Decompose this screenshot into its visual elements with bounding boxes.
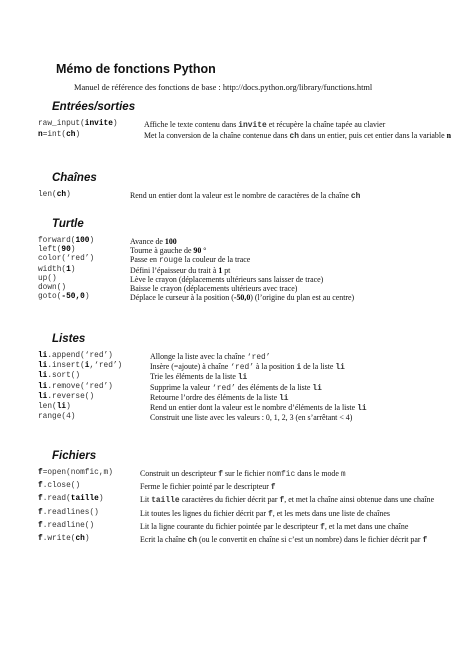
description-text: Rend un entier dont la valeur est le nombre de caractères de la chaîne xyxy=(130,191,351,200)
function-description xyxy=(140,535,468,545)
description-text: ch xyxy=(289,132,299,142)
code-token: =int( xyxy=(42,131,67,140)
function-description xyxy=(130,293,468,302)
code-token: raw_input( xyxy=(38,120,85,128)
function-row xyxy=(38,383,468,393)
description-text: , et les mets dans une liste de chaînes xyxy=(272,508,390,518)
description-text: invite xyxy=(238,121,267,130)
code-token: li xyxy=(38,372,48,381)
description-text: Lit xyxy=(140,495,152,505)
code-token: ) xyxy=(66,191,71,199)
code-token: 100 xyxy=(75,237,90,245)
function-description xyxy=(130,284,468,293)
code-token: f xyxy=(38,535,43,544)
function-description xyxy=(130,275,468,284)
code-token: ch xyxy=(56,191,67,199)
description-text: f xyxy=(422,536,428,546)
section-fichiers xyxy=(38,450,468,548)
description-text: ° xyxy=(201,246,207,256)
function-signature xyxy=(38,293,90,302)
code-token: ) xyxy=(84,293,90,302)
description-text: Ferme le fichier pointé par le descripteur xyxy=(140,482,271,492)
function-description xyxy=(150,403,468,413)
description-text: ch xyxy=(350,192,361,201)
code-token: ) xyxy=(75,131,81,140)
function-description xyxy=(150,362,468,372)
code-token: .reverse() xyxy=(47,392,95,401)
description-text: i xyxy=(296,363,302,373)
function-list xyxy=(38,469,468,545)
code-token: ) xyxy=(112,120,118,128)
description-text: ‘red’ xyxy=(212,383,236,393)
section-title: Listes xyxy=(52,333,86,345)
function-signature xyxy=(38,131,80,140)
function-row xyxy=(38,403,468,413)
description-text: li xyxy=(357,404,367,414)
code-token: ) xyxy=(70,246,76,255)
code-token: .close() xyxy=(42,482,81,491)
code-token: .readlines() xyxy=(42,508,99,517)
description-text: n xyxy=(446,131,451,141)
description-text: , et la met dans une chaîne xyxy=(324,521,409,531)
code-token: li xyxy=(38,352,48,360)
function-row xyxy=(38,275,468,284)
code-token: .remove(‘red’) xyxy=(47,382,113,391)
description-text: f xyxy=(279,496,285,506)
description-text: Lève le crayon (déplacements ultérieurs sans laisser de trace) xyxy=(130,274,324,284)
code-token: .insert( xyxy=(47,362,85,371)
code-token: forward( xyxy=(38,237,76,245)
description-text: Supprime la valeur xyxy=(150,382,213,392)
description-text: taille xyxy=(151,496,180,506)
function-signature xyxy=(38,246,75,255)
function-signature xyxy=(38,413,75,422)
section-title: Entrées/sorties xyxy=(52,101,136,113)
function-row xyxy=(38,131,468,141)
code-token: ) xyxy=(70,265,76,274)
function-signature xyxy=(38,352,113,361)
code-token: color(‘red’) xyxy=(38,255,95,264)
description-text: caractères du fichier décrit par xyxy=(179,495,280,505)
section-turtle xyxy=(38,218,468,302)
description-text: Met la conversion de la chaîne contenue dans xyxy=(144,131,290,141)
function-row xyxy=(38,266,468,275)
function-signature xyxy=(38,403,71,412)
function-description xyxy=(130,266,468,275)
function-description xyxy=(150,372,468,382)
function-signature xyxy=(38,522,94,531)
function-row xyxy=(38,120,468,130)
page-subtitle: Manuel de référence des fonctions de base : http://docs.python.org/library/functions.html xyxy=(74,83,373,92)
function-signature xyxy=(38,191,71,200)
description-text: 100 xyxy=(164,237,177,246)
function-signature xyxy=(38,535,90,544)
code-token: -50,0 xyxy=(61,293,85,302)
function-row xyxy=(38,191,468,201)
code-token: li xyxy=(38,362,48,371)
description-text: Lit toutes les lignes du fichier décrit par xyxy=(140,508,268,518)
code-token: n xyxy=(38,131,43,140)
code-token: f xyxy=(38,495,43,504)
section-entrees-sorties xyxy=(38,101,468,142)
code-token: .readline() xyxy=(42,521,95,530)
description-text: Trie les éléments de la liste xyxy=(150,372,238,382)
function-row xyxy=(38,352,468,362)
code-token: li xyxy=(56,403,67,412)
function-row xyxy=(38,535,468,545)
code-token: .append(‘red’) xyxy=(47,352,113,360)
function-description xyxy=(130,237,468,246)
function-description xyxy=(140,469,468,479)
code-token: f xyxy=(38,469,43,477)
description-text: Tourne à gauche de xyxy=(130,246,194,256)
code-token: ) xyxy=(98,495,104,504)
code-token: len( xyxy=(38,403,57,412)
code-token: goto( xyxy=(38,293,62,302)
function-signature xyxy=(38,237,94,246)
function-row xyxy=(38,372,468,382)
description-text: dans un entier, puis cet entier dans la variable xyxy=(298,131,447,141)
section-title: Fichiers xyxy=(52,450,97,462)
function-signature xyxy=(38,509,99,518)
code-token: ) xyxy=(84,535,90,544)
code-token: f xyxy=(38,521,43,530)
description-text: ‘red’ xyxy=(230,363,254,373)
description-text: Rend un entier dont la valeur est le nombre d’éléments de la liste xyxy=(150,403,358,413)
description-text: ) (l’origine du plan est au centre) xyxy=(250,293,355,303)
description-text: f xyxy=(270,483,276,493)
function-signature xyxy=(38,393,94,402)
description-text: Insère (=ajoute) à chaîne xyxy=(150,362,231,372)
description-text: li xyxy=(279,393,289,403)
description-text: li xyxy=(312,383,322,393)
function-signature xyxy=(38,495,104,504)
function-description xyxy=(140,482,468,492)
function-signature xyxy=(38,482,80,491)
description-text: (ou le convertit en chaîne si c’est un nombre) dans le fichier décrit par xyxy=(197,535,423,545)
function-row xyxy=(38,293,468,302)
function-description xyxy=(150,352,468,362)
description-text: nomfic xyxy=(266,470,296,479)
description-text: à la position xyxy=(253,362,297,372)
description-text: m xyxy=(340,470,346,479)
description-text: Ecrit la chaîne xyxy=(140,535,188,545)
description-text: dans le mode xyxy=(295,469,341,478)
function-row xyxy=(38,495,468,505)
description-text: Retourne l’ordre des éléments de la liste xyxy=(150,392,280,402)
function-row xyxy=(38,509,468,519)
code-token: 1 xyxy=(66,265,71,274)
function-row xyxy=(38,469,468,479)
code-token: ) xyxy=(89,237,95,245)
description-text: f xyxy=(267,509,273,519)
function-description xyxy=(130,255,468,265)
description-text: pt xyxy=(222,265,231,275)
function-list xyxy=(38,191,468,201)
function-description xyxy=(140,509,468,519)
code-token: taille xyxy=(70,495,99,504)
function-description xyxy=(130,246,468,255)
function-description xyxy=(144,131,468,141)
code-token: range(4) xyxy=(38,413,76,422)
section-listes xyxy=(38,333,468,422)
code-token: ch xyxy=(75,535,85,544)
code-token: up() xyxy=(38,274,57,283)
code-token: 90 xyxy=(61,246,71,255)
description-text: Lit la ligne courante du fichier pointée par le descripteur xyxy=(140,521,321,531)
code-token: i xyxy=(84,362,90,371)
description-text: , et met la chaîne ainsi obtenue dans une chaîne xyxy=(284,495,435,505)
section-title: Turtle xyxy=(52,218,84,230)
code-token: li xyxy=(38,382,48,391)
function-signature xyxy=(38,120,118,129)
function-row xyxy=(38,393,468,403)
description-text: Construit un descripteur xyxy=(140,469,219,478)
code-token: .sort() xyxy=(47,372,81,381)
function-description xyxy=(140,495,468,505)
function-signature xyxy=(38,469,113,478)
description-text: de la liste xyxy=(301,362,336,372)
description-text: ch xyxy=(187,536,198,546)
description-text: 1 xyxy=(218,265,223,275)
description-text: sur le fichier xyxy=(223,469,267,478)
function-signature xyxy=(38,266,75,275)
function-signature xyxy=(38,255,94,264)
function-row xyxy=(38,237,468,246)
description-text: la couleur de la trace xyxy=(182,255,251,265)
function-row xyxy=(38,284,468,293)
code-token: =open(nomfic,m) xyxy=(42,469,113,477)
description-text: 90 xyxy=(193,246,202,256)
code-token: f xyxy=(38,508,43,517)
description-text: li xyxy=(237,373,248,383)
code-token: .write( xyxy=(42,535,76,544)
description-text: et récupère la chaîne tapée au clavier xyxy=(266,120,386,129)
function-list xyxy=(38,237,468,302)
description-text: Baisse le crayon (déplacements ultérieurs avec trace) xyxy=(130,284,298,294)
code-token: invite xyxy=(84,120,113,128)
description-text: Affiche le texte contenu dans xyxy=(144,120,239,129)
function-description xyxy=(144,120,468,130)
function-list xyxy=(38,120,468,141)
function-description xyxy=(140,522,468,532)
description-text: ‘red’ xyxy=(246,353,271,362)
code-token: len( xyxy=(38,191,57,199)
function-list xyxy=(38,352,468,422)
description-text: Allonge la liste avec la chaîne xyxy=(150,352,247,361)
code-token: ch xyxy=(66,131,76,140)
code-token: left( xyxy=(38,246,62,255)
code-token: width( xyxy=(38,265,67,274)
function-signature xyxy=(38,372,80,381)
description-text: li xyxy=(335,363,345,373)
code-token: down() xyxy=(38,284,67,293)
page-title: Mémo de fonctions Python xyxy=(56,62,216,76)
description-text: f xyxy=(320,522,325,532)
function-row xyxy=(38,413,468,422)
description-text: rouge xyxy=(158,256,183,266)
function-row xyxy=(38,246,468,255)
section-chaines xyxy=(38,172,468,202)
code-token: li xyxy=(38,392,48,401)
function-row xyxy=(38,482,468,492)
function-row xyxy=(38,362,468,372)
code-token: f xyxy=(38,482,43,491)
function-row xyxy=(38,255,468,265)
function-signature xyxy=(38,284,66,293)
function-signature xyxy=(38,275,57,284)
function-description xyxy=(150,413,468,422)
description-text: Avance de xyxy=(130,237,165,246)
function-description xyxy=(150,393,468,403)
function-row xyxy=(38,522,468,532)
code-token: ,‘red’) xyxy=(89,362,123,371)
function-description xyxy=(150,383,468,393)
description-text: des éléments de la liste xyxy=(235,382,313,392)
description-text: -50,0 xyxy=(233,293,251,303)
description-text: Déplace le curseur à la position ( xyxy=(130,293,234,303)
code-token: ) xyxy=(66,403,71,412)
function-description xyxy=(130,191,468,201)
description-text: f xyxy=(218,470,223,479)
function-signature xyxy=(38,362,122,371)
description-text: Passe en xyxy=(130,255,159,265)
function-signature xyxy=(38,383,113,392)
code-token: .read( xyxy=(42,495,71,504)
section-title: Chaînes xyxy=(52,172,97,184)
description-text: Défini l’épaisseur du trait à xyxy=(130,265,219,275)
description-text: Construit une liste avec les valeurs : 0, 1, 2, 3 (en s’arrêtant < 4) xyxy=(150,413,353,423)
